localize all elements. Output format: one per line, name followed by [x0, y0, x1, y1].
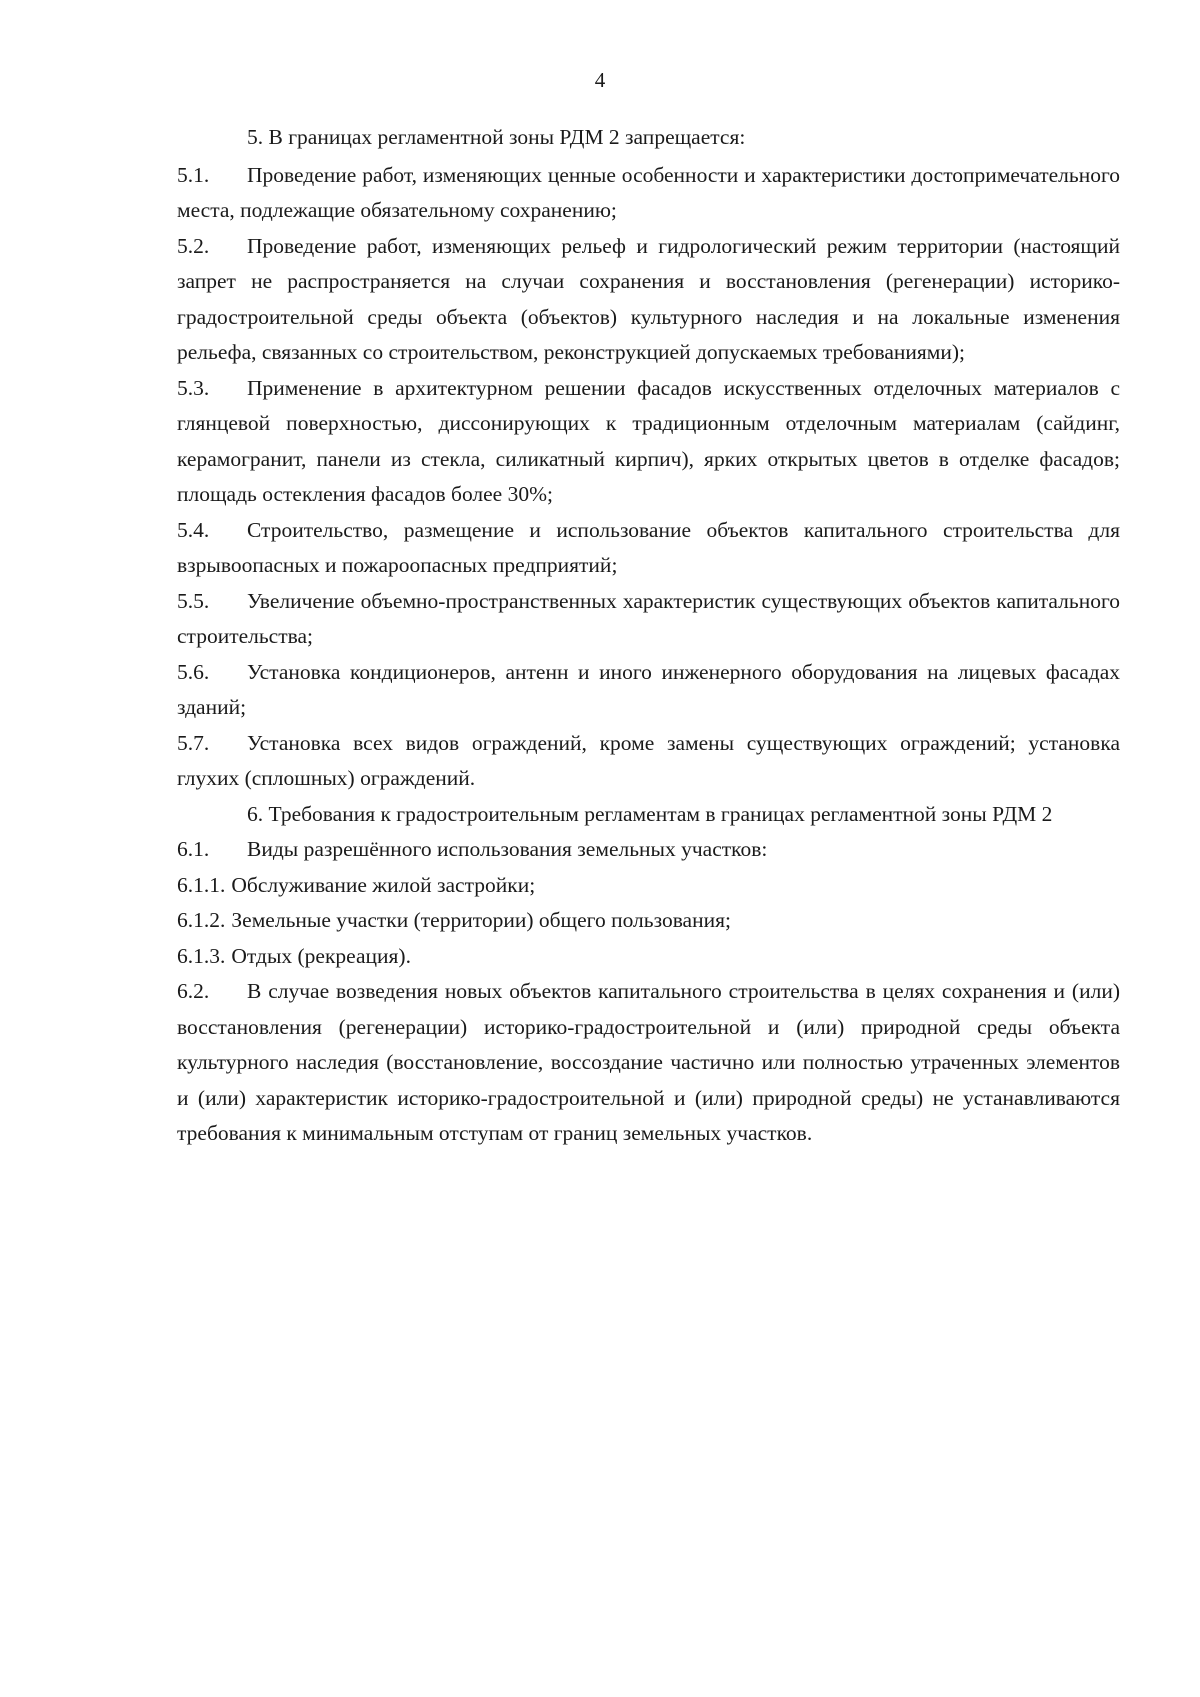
item-number: 5.1. — [177, 162, 210, 187]
item-5-7 — [177, 726, 1120, 797]
item-text: Строительство, размещение и использование объектов капитального строительства для взрывоопасных и пожароопасных предприятий; — [177, 517, 1120, 577]
item-text: Установка всех видов ограждений, кроме замены существующих ограждений; установка глухих (сплошных) ограждений. — [177, 730, 1120, 790]
item-text: Установка кондиционеров, антенн и иного инженерного оборудования на лицевых фасадах зданий; — [177, 659, 1120, 719]
item-5-5 — [177, 584, 1120, 655]
item-6-2 — [177, 974, 1120, 1152]
item-text: Проведение работ, изменяющих рельеф и гидрологический режим территории (настоящий запрет не распространяется на случаи сохранения и восстановления (регенерации) историко-градостроительной среды объекта (объектов) культурного наследия и на локальные изменения рельефа, связанных со строительством, реконструкцией допускаемых требованиями); — [177, 233, 1120, 364]
item-text: Виды разрешённого использования земельных участков: — [247, 837, 768, 861]
item-text: Проведение работ, изменяющих ценные особенности и характеристики достопримечательного места, подлежащие обязательному сохранению; — [177, 162, 1120, 222]
item-number: 6.2. — [177, 979, 210, 1003]
item-text: Отдых (рекреация). — [231, 943, 411, 968]
item-6-1 — [177, 832, 1120, 868]
item-number: 5.6. — [177, 659, 210, 684]
item-number: 5.5. — [177, 588, 210, 613]
item-number: 6.1.2. — [177, 908, 226, 932]
item-number: 6.1.3. — [177, 943, 226, 968]
section-6-heading: 6. Требования к градостроительным регламентам в границах регламентной зоны РДМ 2 — [247, 801, 1053, 826]
item-text: Земельные участки (территории) общего пользования; — [231, 908, 731, 932]
page-number: 4 — [594, 68, 606, 92]
item-6-1-1 — [177, 868, 1120, 904]
item-number: 6.1.1. — [177, 872, 226, 897]
item-6-1-3 — [177, 939, 1120, 975]
item-text: В случае возведения новых объектов капитального строительства в целях сохранения и (или) восстановления (регенерации) историко-градостроительной и (или) природной среды объекта культурного наследия (восстановление, воссоздание частично или полностью утраченных элементов и (или) характеристик историко-градостроительной и (или) природной среды) не устанавливаются требования к минимальным отступам от границ земельных участков. — [177, 979, 1120, 1145]
item-5-4 — [177, 513, 1120, 584]
item-5-1 — [177, 158, 1120, 229]
item-number: 5.4. — [177, 517, 210, 542]
item-6-1-2 — [177, 903, 1120, 939]
item-number: 5.3. — [177, 375, 210, 400]
document-body — [177, 120, 1120, 1152]
item-5-3 — [177, 371, 1120, 513]
item-5-6 — [177, 655, 1120, 726]
item-text: Обслуживание жилой застройки; — [231, 872, 536, 897]
item-number: 5.2. — [177, 233, 210, 258]
item-text: Увеличение объемно-пространственных характеристик существующих объектов капитального строительства; — [177, 588, 1120, 648]
item-number: 5.7. — [177, 730, 210, 755]
item-5-2 — [177, 229, 1120, 371]
section-5-heading: 5. В границах регламентной зоны РДМ 2 запрещается: — [247, 125, 746, 149]
item-number: 6.1. — [177, 837, 210, 861]
item-text: Применение в архитектурном решении фасадов искусственных отделочных материалов с глянцевой поверхностью, диссонирующих к традиционным отделочным материалам (сайдинг, керамогранит, панели из стекла, силикатный кирпич), ярких открытых цветов в отделке фасадов; площадь остекления фасадов более 30%; — [177, 375, 1120, 506]
